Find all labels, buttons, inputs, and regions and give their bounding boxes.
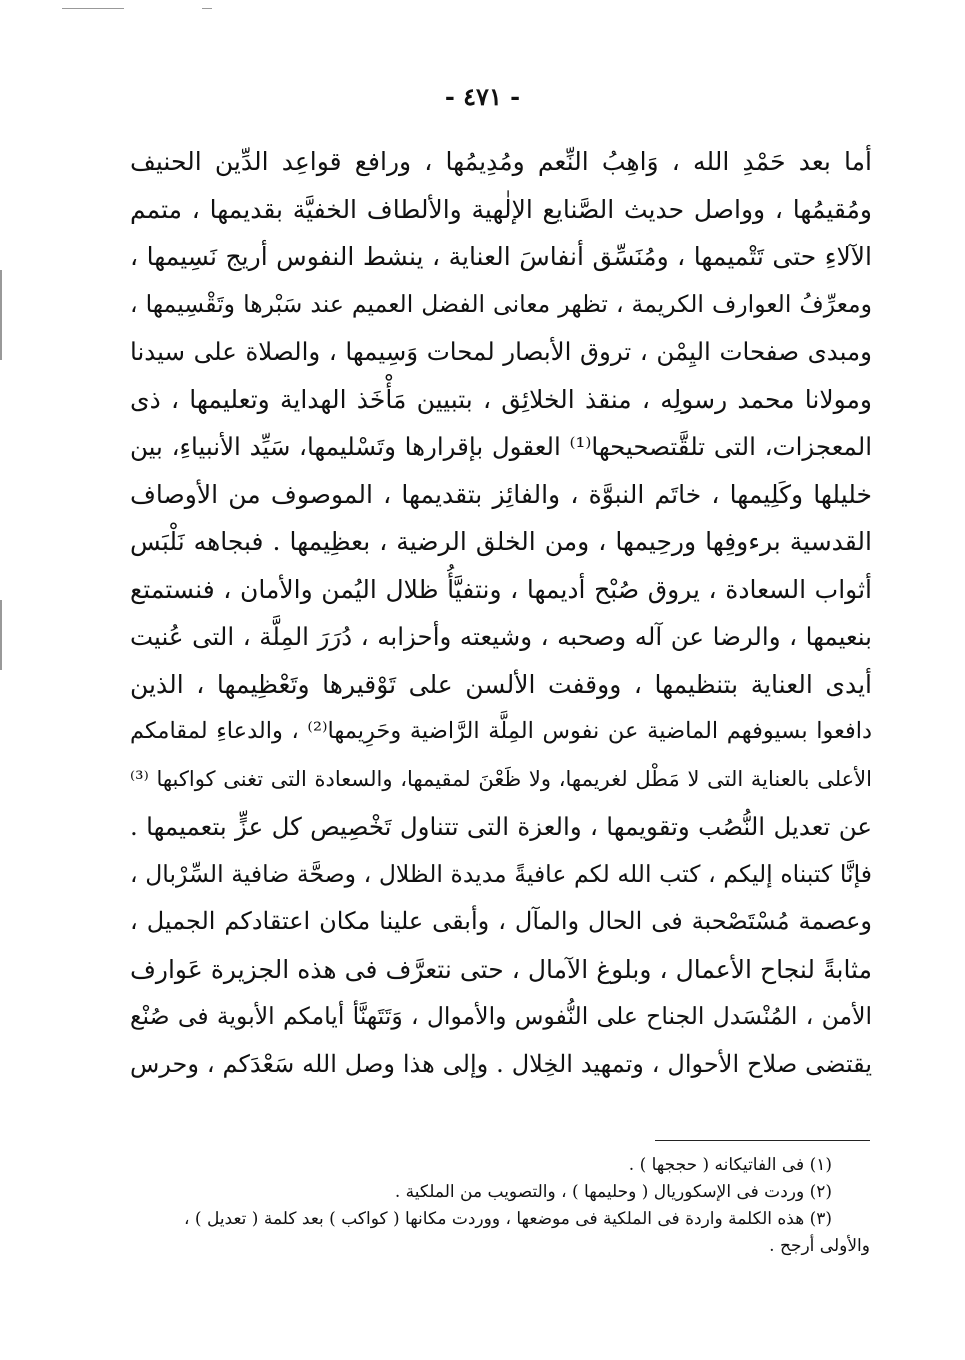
text-line: ومولانا محمد رسولِه ، منقذ الخلائِق ، بتبيين مَأْخَذ الهداية وتعليمها ، ذى — [130, 384, 872, 414]
scan-edge-mark — [0, 270, 2, 360]
text-line: وعصمة مُسْتَصْحبة فى الحال والمآل ، وأبقى علينا مكان اعتقادكم الجميل ، — [130, 907, 872, 935]
text-line: بنعيمها ، والرضا عن آله وصحبه ، وشيعته وأحزابه ، دُرَرَ المِلَّة ، التى عُنيت — [130, 622, 872, 651]
text-line: الأمن ، المُنْسَدل الجناح على النُّفوس والأموال ، وَتَتَهنَّأ أيامكم الأبوية فى صُنْع — [130, 1002, 872, 1030]
text-line: مثابةً لنجاح الأعمال ، وبلوغ الآمال ، حتى نتعرَّف فى هذه الجزيرة عَوارف — [130, 954, 872, 984]
footnote-divider — [655, 1140, 870, 1141]
text-line: عن تعديل النُّصُب وتقويمها ، والعزة التى تتناول تَخْصِيص كل عزٍّ بتعميمها . — [130, 812, 872, 841]
text-line: الأعلى بالعناية التى لا مَطْل لغريمها، ولا ظَعْنَ لمقيمها، والسعادة التى تغنى كواكبها ⁽³⁾ — [130, 766, 872, 791]
footnotes — [130, 1152, 870, 1260]
footnote: (٢) وردت فى الإسكوريال ( وحليمها ) ، والتصويب من الملكية . — [394, 1182, 832, 1202]
text-line: القدسية برءوفِها ورحِيمها ، ومن الخلق الرضية ، بعظِيمها . فبجاهه نَلْبَس — [130, 527, 872, 556]
scan-edge-mark — [0, 600, 2, 670]
footnote-continuation: والأولى أرجح . — [769, 1236, 870, 1256]
page-number: - ٤٧١ - — [444, 82, 521, 111]
text-line: الآلاءِ حتى تَتْميمها ، ومُنَسِّق أنفاسَ العناية ، ينشط النفوس أريج نَسِيمها ، — [130, 242, 872, 271]
scan-edge-mark — [62, 8, 124, 9]
text-line: أثواب السعادة ، يروق صُبْح أديمها ، ونتفيَّأُ ظلال اليُمن والأمان ، فنستمتع — [130, 574, 872, 604]
text-line: المعجزات، التى تلقَّتصحيحها⁽¹⁾ العقول بإقرارها وتَسْليمها، سَيِّد الأنبياءِ، بين — [130, 432, 872, 461]
text-line: ومبدى صفحات اليِمْن ، تروق الأبصار لمحات وَسِيمها ، والصلاة على سيدنا — [130, 337, 872, 366]
text-line: فإنَّا كتبناه إليكم ، كتب الله لكم عافيةً مديدة الظلال ، وصحَّة ضافية السِّرْبال ، — [130, 859, 872, 888]
text-line: أما بعد حَمْدِ الله ، وَاهِبُ النِّعم ومُدِيمُها ، ورافع قواعِد الدِّين الحنيف — [130, 147, 872, 176]
text-line: يقتضى صلاح الأحوال ، وتمهيد الخِلال . وإلى هذا وصل الله سَعْدَكم ، وحرس — [130, 1049, 873, 1078]
text-line: دافعوا بسيوفهم الماضية عن نفوس المِلَّة الرَّاضية وحَرِيمها⁽²⁾ ، والدعاءِ لمقامكم — [130, 718, 872, 744]
text-line: خليلها وكَلِيمها ، خاتَم النبوَّة ، والفائِز بتقديمها ، الموصوف من الأوصاف — [130, 479, 872, 509]
scan-edge-mark — [202, 8, 212, 9]
text-line: ومعرِّفُ العوارف الكريمة ، تظهر معانى الفضل العميم عند سَبْرها وتَقْسِيمها ، — [130, 289, 872, 318]
footnote: (١) فى الفاتيكانه ( حججها ) . — [628, 1155, 832, 1175]
text-line: أيدى العناية بتنظيمها ، ووقفت الألسن على تَوْقيرها وتَعْظِيمها ، الذين — [130, 669, 872, 699]
text-line: ومُقيمُها ، وواصل حديث الصَّنايع الإلٰهية والألطاف الخفيَّة بقديمها ، متمم — [130, 194, 872, 224]
footnote: (٣) هذه الكلمة واردة فى الملكية فى موضعها ، ووردت مكانها ( كواكب ) بعد كلمة ( تعديل ) ، — [184, 1209, 832, 1229]
main-text — [130, 138, 872, 1088]
